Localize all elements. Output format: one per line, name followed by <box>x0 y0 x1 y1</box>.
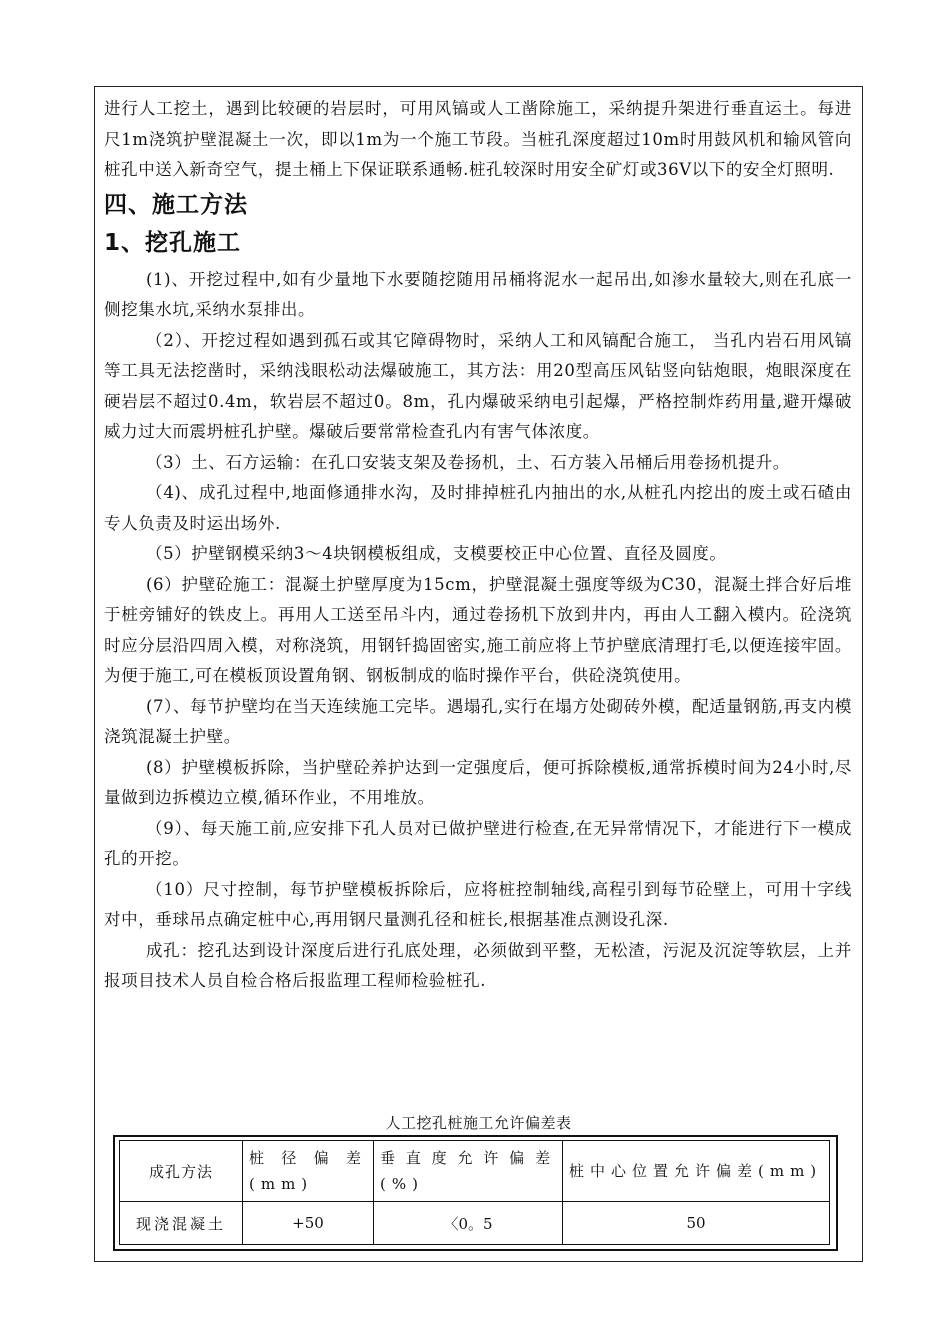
table-header-row <box>120 1141 830 1202</box>
paragraph-1: (1)、开挖过程中,如有少量地下水要随挖随用吊桶将泥水一起吊出,如渗水量较大,则在孔底一侧挖集水坑,采纳水泵排出。 <box>104 269 852 319</box>
table-row <box>120 1202 830 1245</box>
subsection-heading: 1、挖孔施工 <box>104 229 242 256</box>
header-cell: 成孔方法 <box>120 1141 243 1202</box>
tolerance-table <box>119 1140 830 1245</box>
table-cell: 50 <box>563 1202 830 1245</box>
header-cell: 桩径偏差(mm) <box>243 1141 374 1202</box>
paragraph-11: 成孔：挖孔达到设计深度后进行孔底处理，必须做到平整，无松渣，污泥及沉淀等软层，上并报项目技术人员自检合格后报监理工程师检验桩孔. <box>104 940 852 990</box>
paragraph-2: （2）、开挖过程如遇到孤石或其它障碍物时，采纳人工和风镐配合施工， 当孔内岩石用风镐等工具无法挖凿时，采纳浅眼松动法爆破施工，其方法：用20型高压风钻竖向钻炮眼，炮眼深度在硬岩层不超过0.4m，软岩层不超过0。8m，孔内爆破采纳电引起爆，严格控制炸药用量,避开爆破威力过大而震坍桩孔护壁。爆破后要常常检查孔内有害气体浓度。 <box>104 330 852 441</box>
table-cell: 〈0。5 <box>374 1202 563 1245</box>
paragraph-7: (7）、每节护壁均在当天连续施工完毕。遇塌孔,实行在塌方处砌砖外模，配适量钢筋,再支内模浇筑混凝土护壁。 <box>104 696 852 746</box>
paragraph-6: (6）护壁砼施工：混凝土护壁厚度为15cm，护壁混凝土强度等级为C30，混凝土拌合好后堆于桩旁铺好的铁皮上。再用人工送至吊斗内，通过卷扬机下放到井内，再由人工翻入模内。砼浇筑时应分层沿四周入模，对称浇筑，用钢钎捣固密实,施工前应将上节护壁底清理打毛,以便连接牢固。为便于施工,可在模板顶设置角钢、钢板制成的临时操作平台，供砼浇筑使用。 <box>104 574 852 685</box>
paragraph-4: （4)、成孔过程中,地面修通排水沟，及时排掉桩孔内抽出的水,从桩孔内挖出的废土或石碴由专人负责及时运出场外. <box>104 483 852 533</box>
paragraph-5: （5）护壁钢模采纳3～4块钢模板组成，支模要校正中心位置、直径及圆度。 <box>146 544 727 563</box>
paragraph-10: （10）尺寸控制，每节护壁模板拆除后，应将桩控制轴线,高程引到每节砼壁上，可用十字线对中，垂球吊点确定桩中心,再用钢尺量测孔径和桩长,根据基准点测设孔深. <box>104 879 852 929</box>
table-cell: +50 <box>243 1202 374 1245</box>
header-cell: 桩中心位置允许偏差(mm) <box>563 1141 830 1202</box>
table-cell: 现浇混凝土 <box>120 1202 243 1245</box>
paragraph-9: （9）、每天施工前,应安排下孔人员对已做护壁进行检查,在无异常情况下，才能进行下一模成孔的开挖。 <box>104 818 852 868</box>
paragraph-8: (8）护壁模板拆除，当护壁砼养护达到一定强度后，便可拆除模板,通常拆模时间为24小时,尽量做到边拆模边立模,循环作业，不用堆放。 <box>104 757 852 807</box>
table-caption: 人工挖孔桩施工允许偏差表 <box>385 1114 572 1132</box>
intro-paragraph: 进行人工挖土，遇到比较硬的岩层时，可用风镐或人工凿除施工，采纳提升架进行垂直运土。每进尺1m浇筑护壁混凝土一次，即以1m为一个施工节段。当桩孔深度超过10m时用鼓风机和输风管向桩孔中送入新奇空气，提土桶上下保证联系通畅.桩孔较深时用安全矿灯或36V以下的安全灯照明. <box>104 99 852 179</box>
header-cell: 垂直度允许偏差(%) <box>374 1141 563 1202</box>
section-heading: 四、施工方法 <box>104 191 248 218</box>
document-body <box>104 94 852 997</box>
paragraph-3: （3）土、石方运输：在孔口安装支架及卷扬机，土、石方装入吊桶后用卷扬机提升。 <box>146 452 790 472</box>
